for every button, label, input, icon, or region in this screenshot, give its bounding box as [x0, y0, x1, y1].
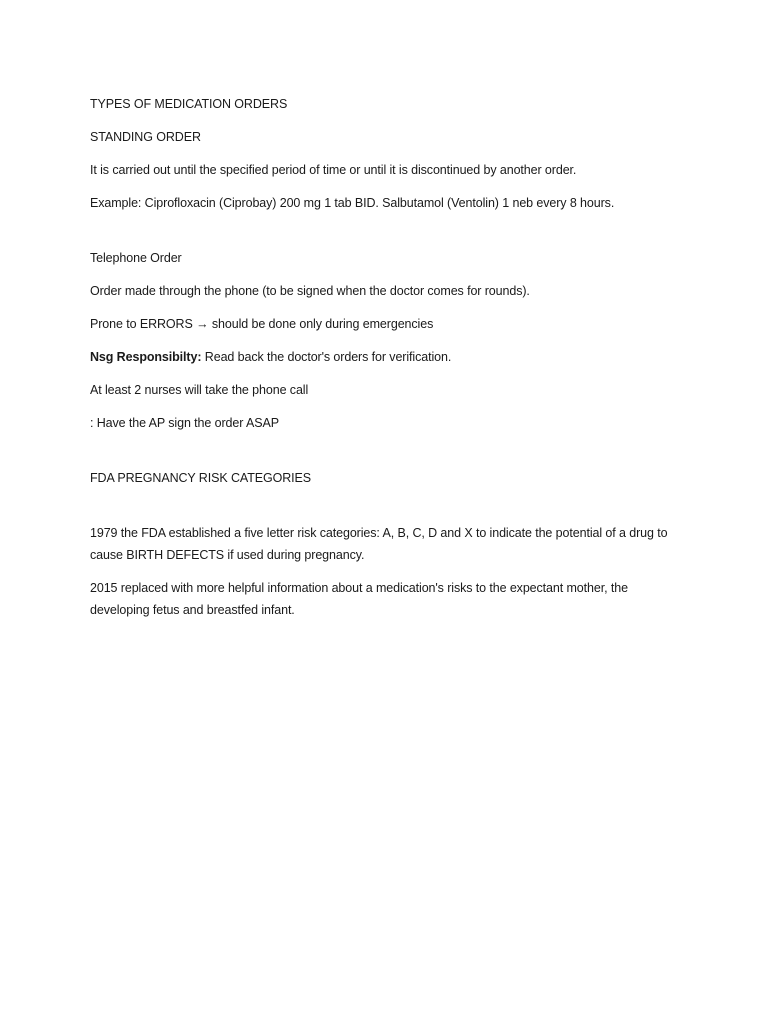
nsg-responsibility-line: [90, 346, 690, 368]
document-page: [90, 93, 690, 621]
nsg-responsibility-text: Read back the doctor's orders for verification.: [204, 350, 452, 364]
fda-1979-paragraph: 1979 the FDA established a five letter risk categories: A, B, C, D and X to indicate the potential of a drug to cause BIRTH DEFECTS if used during pregnancy.: [90, 526, 668, 562]
telephone-order-description: Order made through the phone (to be signed when the doctor comes for rounds).: [90, 284, 530, 298]
fda-heading: FDA PREGNANCY RISK CATEGORIES: [90, 471, 311, 485]
prone-suffix: should be done only during emergencies: [211, 317, 434, 331]
standing-order-description: It is carried out until the specified period of time or until it is discontinued by another order.: [90, 163, 577, 177]
fda-2015-paragraph: 2015 replaced with more helpful information about a medication's risks to the expectant mother, the developing fetus and breastfed infant.: [90, 581, 628, 617]
nurses-line: At least 2 nurses will take the phone call: [90, 383, 309, 397]
arrow-right-icon: →: [196, 317, 209, 331]
ap-sign-line: : Have the AP sign the order ASAP: [90, 416, 279, 430]
telephone-order-prone-line: [90, 313, 690, 335]
standing-order-heading: STANDING ORDER: [90, 130, 201, 144]
document-title: TYPES OF MEDICATION ORDERS: [90, 97, 288, 111]
nsg-responsibility-label: Nsg Responsibilty:: [90, 350, 202, 364]
standing-order-example: Example: Ciprofloxacin (Ciprobay) 200 mg 1 tab BID. Salbutamol (Ventolin) 1 neb every 8 hours.: [90, 196, 615, 210]
telephone-order-heading: Telephone Order: [90, 251, 182, 265]
prone-prefix: Prone to ERRORS: [90, 317, 193, 331]
